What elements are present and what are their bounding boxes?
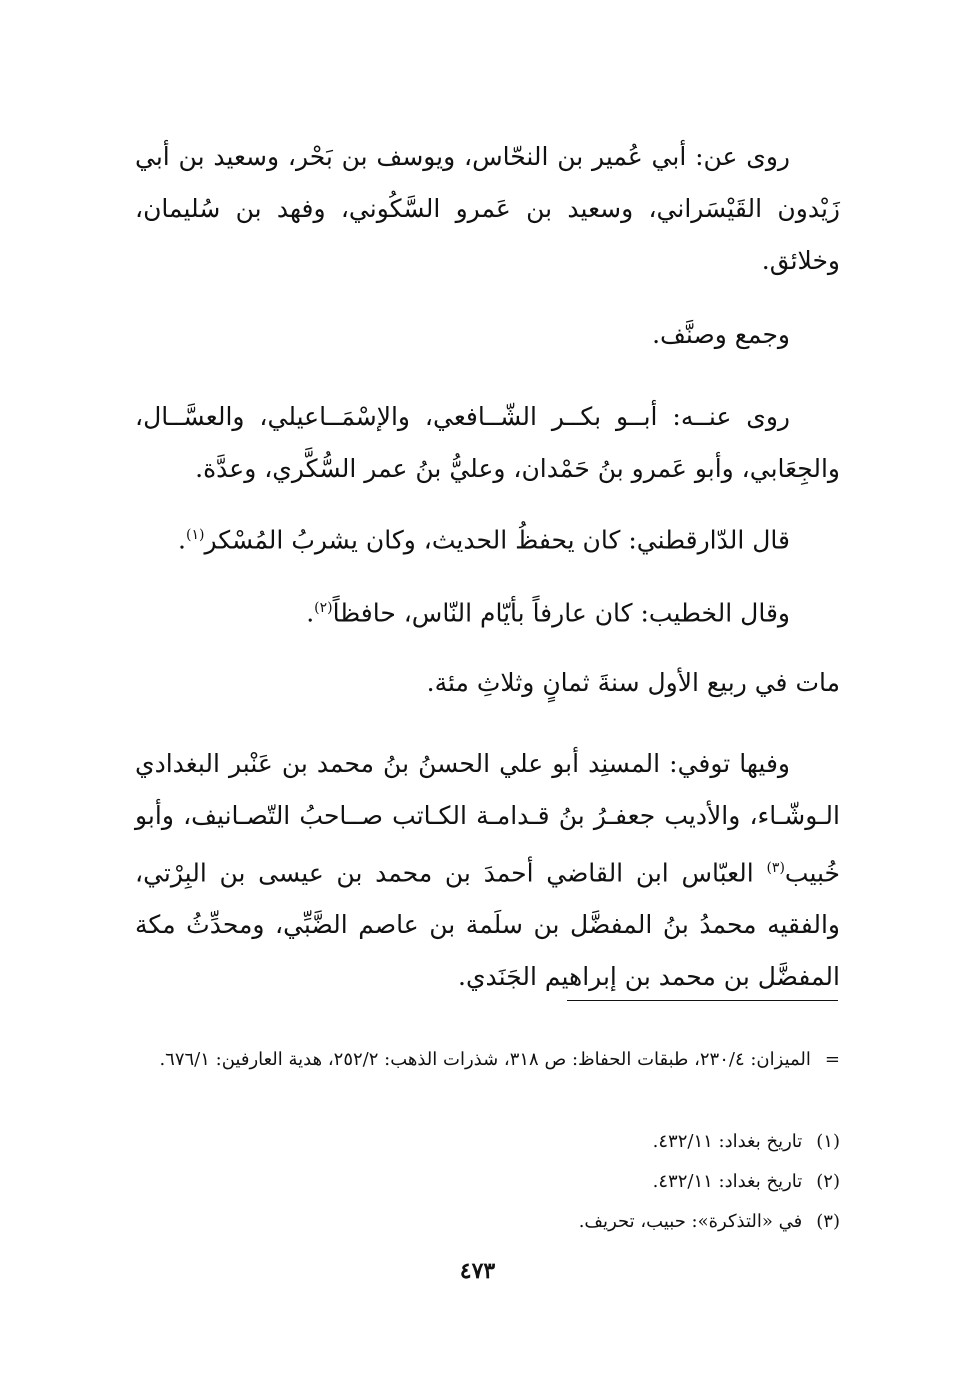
- paragraph-daraqutni: [135, 515, 840, 560]
- footnote-2: [135, 1164, 840, 1200]
- page-number: ٤٧٣: [459, 1258, 496, 1284]
- footnote-ref-2: (٢): [314, 600, 333, 616]
- footnote-2-text: تاريخ بغداد: ٤٣٢/١١.: [652, 1171, 803, 1192]
- deaths-text-b: العبّاس ابن القاضي أحمدَ بن محمد بن عيسى بن البِرْتي، والفقيه محمدُ بنُ المفضَّل بن سلَمة بن عاصم الضَّبِّي، ومحدِّثُ مكة المفضَّل بن محمد بن إبراهيم الجَنَدي.: [135, 858, 840, 992]
- khatib-text: وقال الخطيب: كان عارفاً بأيّام النّاس، حافظاً: [332, 598, 790, 628]
- paragraph-khatib: [135, 588, 840, 633]
- paragraph-compiled: وجمع وصنَّف.: [652, 320, 790, 349]
- footnote-3-mark: (٣): [816, 1211, 840, 1232]
- footnote-1-text: تاريخ بغداد: ٤٣٢/١١.: [652, 1131, 803, 1152]
- footnote-1-mark: (١): [816, 1131, 840, 1152]
- footnote-1: [135, 1124, 840, 1160]
- khatib-end: .: [306, 598, 315, 628]
- daraqutni-end: .: [178, 525, 186, 555]
- footnote-continued-mark: =: [824, 1049, 840, 1070]
- paragraph-narrated-from: روى عن: أبي عُمير بن النحّاس، ويوسف بن بَحْر، وسعيد بن أبي زَيْدون القَيْسَراني، وسعيد بن عَمرو السَّكُوني، وفهد بن سُليمان، وخلائق.: [135, 142, 840, 275]
- deaths-text-a: وفيها توفي: المسنِد أبو علي الحسنُ بنُ محمد بن عَنْبر البغدادي الـوشّـاء، والأديب جعفـرُ بنُ قـدامـة الكـاتب صــاحبُ التّصـانيف، وأبو خُبيب: [135, 749, 840, 888]
- footnote-ref-1: (١): [185, 527, 205, 543]
- footnote-continued-text: الميزان: ٢٣٠/٤، طبقات الحفاظ: ص ٣١٨، شذرات الذهب: ٢٥٢/٢، هدية العارفين: ٦٧٦/١.: [159, 1049, 811, 1070]
- paragraph-narrated-by: روى عنــه: أبــو بكــر الشّــافعي، والإسْمَــاعيلي، والعسَّــال، والجِعَابي، وأبو عَمرو بنُ حَمْدان، وعليُّ بنُ عمر السُّكَّري، وعدَّة.: [135, 402, 840, 483]
- footnote-continued: [135, 1042, 840, 1078]
- footnote-3-text: في «التذكرة»: حبيب، تحريف.: [578, 1211, 803, 1232]
- footnote-ref-3: (٣): [766, 860, 785, 876]
- daraqutni-text: قال الدّارقطني: كان يحفظُ الحديث، وكان يشربُ المُسْكر: [204, 525, 790, 555]
- footnote-separator: [567, 1000, 838, 1001]
- footnote-2-mark: (٢): [816, 1171, 840, 1192]
- paragraph-death: مات في ربيع الأول سنةَ ثمانٍ وثلاثِ مئة.: [426, 668, 840, 697]
- paragraph-deaths-that-year: [135, 738, 840, 1003]
- footnote-3: [135, 1204, 840, 1240]
